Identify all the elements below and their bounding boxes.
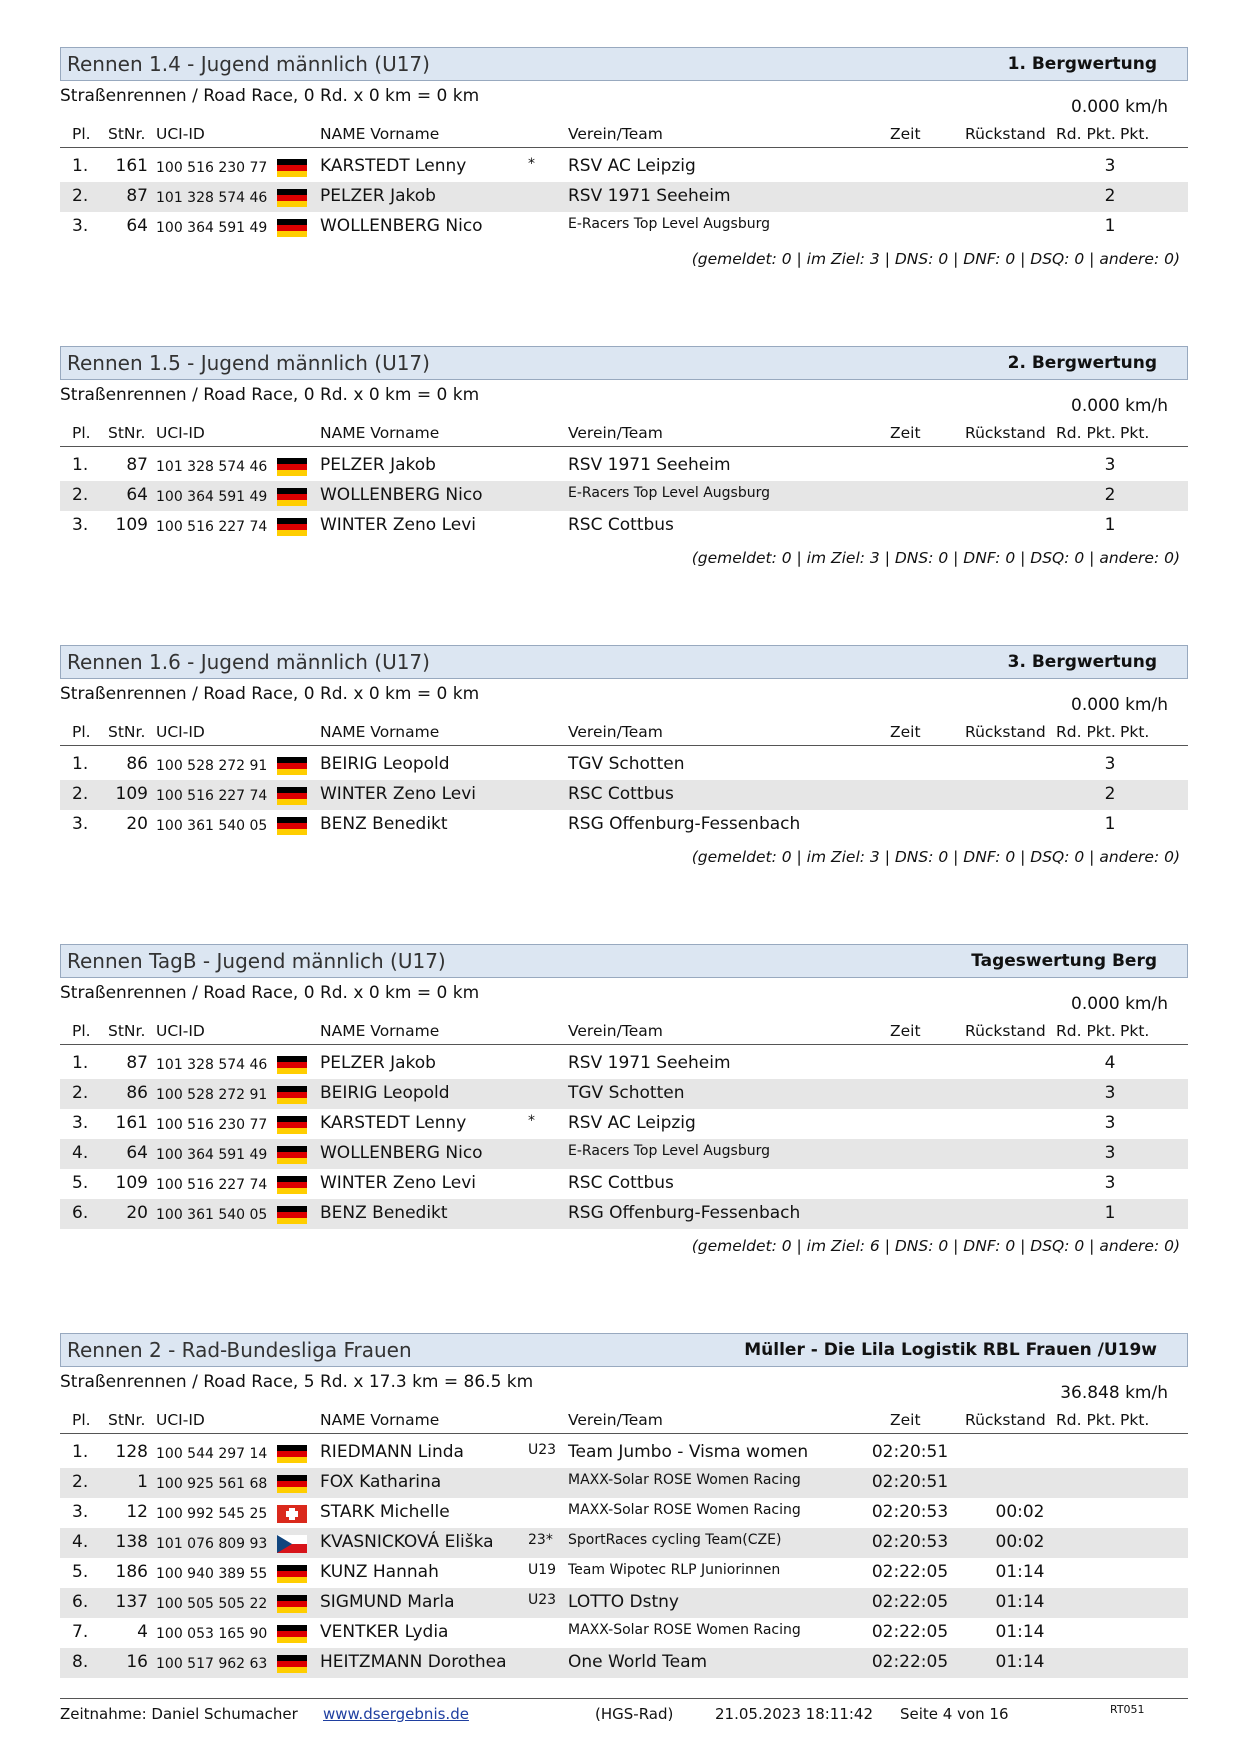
rider-name: WOLLENBERG Nico: [320, 216, 483, 236]
rank: 2.: [72, 1472, 89, 1492]
col-rueckstand: Rückstand: [965, 1022, 1046, 1040]
col-rueckstand: Rückstand: [965, 125, 1046, 143]
finish-time: 02:20:51: [871, 1472, 949, 1492]
finish-time: 02:22:05: [871, 1562, 949, 1582]
start-number: 161: [115, 1113, 148, 1133]
flag-de-icon: [277, 488, 307, 506]
col-uci: UCI-ID: [156, 424, 205, 442]
column-header: [60, 121, 1188, 148]
table-row: [60, 1169, 1188, 1199]
start-number: 138: [115, 1532, 148, 1552]
start-number: 20: [126, 1203, 148, 1223]
uci-id: 100 364 591 49: [156, 1147, 268, 1163]
rank: 3.: [72, 814, 89, 834]
race-summary: (gemeldet: 0 | im Ziel: 6 | DNS: 0 | DNF: 0 | DSQ: 0 | andere: 0): [691, 1237, 1180, 1255]
start-number: 87: [126, 1053, 148, 1073]
page-footer: [60, 1698, 1188, 1729]
uci-id: 100 992 545 25: [156, 1506, 268, 1522]
race-title: Rennen 1.5 - Jugend männlich (U17): [67, 351, 430, 375]
race-description: Straßenrennen / Road Race, 0 Rd. x 0 km = 0 km: [60, 684, 480, 704]
start-number: 128: [115, 1442, 148, 1462]
team-name: RSC Cottbus: [568, 1173, 674, 1193]
uci-id: 100 364 591 49: [156, 220, 268, 236]
team-name: RSC Cottbus: [568, 515, 674, 535]
flag-de-icon: [277, 518, 307, 536]
uci-id: 100 361 540 05: [156, 1207, 268, 1223]
table-row: [60, 511, 1188, 541]
points: 1: [1104, 515, 1116, 535]
team-name: TGV Schotten: [568, 1083, 685, 1103]
results-table: [60, 1438, 1188, 1678]
table-row: [60, 780, 1188, 810]
race-speed: 0.000 km/h: [1071, 97, 1168, 117]
uci-id: 100 505 505 22: [156, 1596, 268, 1612]
rider-name: WOLLENBERG Nico: [320, 1143, 483, 1163]
uci-id: 101 328 574 46: [156, 1057, 268, 1073]
rider-name: KARSTEDT Lenny: [320, 1113, 467, 1133]
column-header: [60, 1018, 1188, 1045]
race-section: [60, 944, 1188, 1255]
start-number: 86: [126, 1083, 148, 1103]
time-gap: 00:02: [995, 1502, 1045, 1522]
page-number: Seite 4 von 16: [900, 1705, 1009, 1723]
table-row: [60, 451, 1188, 481]
race-section: [60, 645, 1188, 866]
start-number: 64: [126, 485, 148, 505]
time-gap: 00:02: [995, 1532, 1045, 1552]
col-rd-pkt: Rd. Pkt.: [1056, 125, 1116, 143]
table-row: [60, 750, 1188, 780]
race-speed: 0.000 km/h: [1071, 396, 1168, 416]
team-name: One World Team: [568, 1652, 708, 1672]
race-header: [60, 346, 1188, 380]
rank: 3.: [72, 216, 89, 236]
rider-name: FOX Katharina: [320, 1472, 442, 1492]
race-classification: 3. Bergwertung: [1007, 652, 1157, 672]
team-name: MAXX-Solar ROSE Women Racing: [568, 1502, 801, 1518]
race-description: Straßenrennen / Road Race, 0 Rd. x 0 km = 0 km: [60, 385, 480, 405]
table-row: [60, 1438, 1188, 1468]
uci-id: 100 516 230 77: [156, 160, 268, 176]
points: 3: [1104, 1173, 1116, 1193]
flag-de-icon: [277, 1176, 307, 1194]
category-mark: U23: [528, 1442, 557, 1458]
race-summary: (gemeldet: 0 | im Ziel: 3 | DNS: 0 | DNF: 0 | DSQ: 0 | andere: 0): [691, 250, 1180, 268]
rank: 6.: [72, 1203, 89, 1223]
race-classification: Müller - Die Lila Logistik RBL Frauen /U19w: [744, 1340, 1157, 1360]
flag-de-icon: [277, 1595, 307, 1613]
col-pkt: Pkt.: [1120, 1411, 1150, 1429]
points: 3: [1104, 754, 1116, 774]
team-name: RSC Cottbus: [568, 784, 674, 804]
start-number: 1: [137, 1472, 148, 1492]
race-header: [60, 944, 1188, 978]
table-row: [60, 481, 1188, 511]
col-rd-pkt: Rd. Pkt.: [1056, 1411, 1116, 1429]
rank: 2.: [72, 485, 89, 505]
table-row: [60, 1648, 1188, 1678]
rank: 8.: [72, 1652, 89, 1672]
start-number: 16: [126, 1652, 148, 1672]
team-name: RSV AC Leipzig: [568, 156, 696, 176]
flag-de-icon: [277, 458, 307, 476]
race-header: [60, 1333, 1188, 1367]
uci-id: 100 516 227 74: [156, 1177, 268, 1193]
rank: 3.: [72, 1113, 89, 1133]
start-number: 161: [115, 156, 148, 176]
col-stnr: StNr.: [108, 1411, 146, 1429]
uci-id: 100 516 227 74: [156, 519, 268, 535]
race-header: [60, 645, 1188, 679]
category-mark: 23*: [528, 1532, 553, 1548]
table-row: [60, 182, 1188, 212]
flag-de-icon: [277, 1565, 307, 1583]
column-header: [60, 420, 1188, 447]
col-stnr: StNr.: [108, 1022, 146, 1040]
rider-name: BENZ Benedikt: [320, 814, 448, 834]
uci-id: 101 328 574 46: [156, 459, 268, 475]
start-number: 186: [115, 1562, 148, 1582]
race-title: Rennen 1.4 - Jugend männlich (U17): [67, 52, 430, 76]
team-name: MAXX-Solar ROSE Women Racing: [568, 1622, 801, 1638]
team-name: E-Racers Top Level Augsburg: [568, 485, 770, 501]
table-row: [60, 1528, 1188, 1558]
rank: 2.: [72, 186, 89, 206]
points: 3: [1104, 1083, 1116, 1103]
points: 3: [1104, 1113, 1116, 1133]
start-number: 4: [137, 1622, 148, 1642]
race-description: Straßenrennen / Road Race, 5 Rd. x 17.3 km = 86.5 km: [60, 1372, 534, 1392]
start-number: 20: [126, 814, 148, 834]
race-header: [60, 47, 1188, 81]
col-zeit: Zeit: [890, 1022, 921, 1040]
rank: 1.: [72, 455, 89, 475]
table-row: [60, 1498, 1188, 1528]
table-row: [60, 152, 1188, 182]
rider-name: BENZ Benedikt: [320, 1203, 448, 1223]
team-name: SportRaces cycling Team(CZE): [568, 1532, 782, 1548]
race-classification: 1. Bergwertung: [1007, 54, 1157, 74]
rider-name: WOLLENBERG Nico: [320, 485, 483, 505]
start-number: 64: [126, 216, 148, 236]
col-zeit: Zeit: [890, 723, 921, 741]
col-rueckstand: Rückstand: [965, 1411, 1046, 1429]
col-uci: UCI-ID: [156, 723, 205, 741]
flag-cz-icon: [277, 1535, 307, 1553]
start-number: 109: [115, 784, 148, 804]
col-pl: Pl.: [72, 125, 91, 143]
points: 4: [1104, 1053, 1116, 1073]
points: 3: [1104, 455, 1116, 475]
team-name: TGV Schotten: [568, 754, 685, 774]
col-pkt: Pkt.: [1120, 125, 1150, 143]
race-section: [60, 47, 1188, 268]
team-name: LOTTO Dstny: [568, 1592, 679, 1612]
rider-name: KUNZ Hannah: [320, 1562, 439, 1582]
start-number: 87: [126, 455, 148, 475]
points: 2: [1104, 186, 1116, 206]
flag-de-icon: [277, 1655, 307, 1673]
rank: 1.: [72, 156, 89, 176]
race-title: Rennen TagB - Jugend männlich (U17): [67, 949, 446, 973]
rank: 7.: [72, 1622, 89, 1642]
race-info: [60, 380, 1188, 420]
table-row: [60, 1109, 1188, 1139]
rider-name: PELZER Jakob: [320, 1053, 436, 1073]
points: 3: [1104, 1143, 1116, 1163]
col-zeit: Zeit: [890, 125, 921, 143]
col-name: NAME Vorname: [320, 723, 440, 741]
flag-de-icon: [277, 1116, 307, 1134]
category-mark: *: [528, 156, 535, 172]
points: 1: [1104, 814, 1116, 834]
start-number: 137: [115, 1592, 148, 1612]
race-description: Straßenrennen / Road Race, 0 Rd. x 0 km = 0 km: [60, 983, 480, 1003]
time-gap: 01:14: [995, 1562, 1045, 1582]
col-stnr: StNr.: [108, 723, 146, 741]
start-number: 87: [126, 186, 148, 206]
start-number: 64: [126, 1143, 148, 1163]
col-pl: Pl.: [72, 1411, 91, 1429]
flag-de-icon: [277, 1086, 307, 1104]
rank: 3.: [72, 1502, 89, 1522]
flag-de-icon: [277, 159, 307, 177]
print-datetime: 21.05.2023 18:11:42: [715, 1705, 874, 1723]
flag-de-icon: [277, 757, 307, 775]
rider-name: STARK Michelle: [320, 1502, 450, 1522]
uci-id: 100 053 165 90: [156, 1626, 268, 1642]
flag-de-icon: [277, 1475, 307, 1493]
col-stnr: StNr.: [108, 424, 146, 442]
table-row: [60, 1199, 1188, 1229]
team-name: RSV AC Leipzig: [568, 1113, 696, 1133]
finish-time: 02:20:53: [871, 1532, 949, 1552]
rider-name: KARSTEDT Lenny: [320, 156, 467, 176]
rank: 4.: [72, 1532, 89, 1552]
report-code: RT051: [1110, 1703, 1145, 1716]
rider-name: BEIRIG Leopold: [320, 754, 450, 774]
uci-id: 100 517 962 63: [156, 1656, 268, 1672]
uci-id: 100 925 561 68: [156, 1476, 268, 1492]
rider-name: RIEDMANN Linda: [320, 1442, 464, 1462]
flag-de-icon: [277, 817, 307, 835]
col-team: Verein/Team: [568, 424, 663, 442]
uci-id: 100 516 227 74: [156, 788, 268, 804]
results-table: [60, 152, 1188, 242]
team-name: Team Wipotec RLP Juniorinnen: [568, 1562, 781, 1578]
uci-id: 100 528 272 91: [156, 1087, 268, 1103]
col-team: Verein/Team: [568, 723, 663, 741]
team-name: RSG Offenburg-Fessenbach: [568, 814, 801, 834]
rider-name: WINTER Zeno Levi: [320, 515, 476, 535]
col-name: NAME Vorname: [320, 424, 440, 442]
col-rd-pkt: Rd. Pkt.: [1056, 424, 1116, 442]
col-rd-pkt: Rd. Pkt.: [1056, 1022, 1116, 1040]
race-speed: 0.000 km/h: [1071, 695, 1168, 715]
col-rd-pkt: Rd. Pkt.: [1056, 723, 1116, 741]
start-number: 109: [115, 515, 148, 535]
team-name: RSV 1971 Seeheim: [568, 186, 731, 206]
category-mark: U19: [528, 1562, 557, 1578]
uci-id: 100 940 389 55: [156, 1566, 268, 1582]
col-pkt: Pkt.: [1120, 1022, 1150, 1040]
col-rueckstand: Rückstand: [965, 424, 1046, 442]
col-team: Verein/Team: [568, 1022, 663, 1040]
uci-id: 101 328 574 46: [156, 190, 268, 206]
rider-name: SIGMUND Marla: [320, 1592, 455, 1612]
rank: 2.: [72, 1083, 89, 1103]
rank: 6.: [72, 1592, 89, 1612]
team-name: RSG Offenburg-Fessenbach: [568, 1203, 801, 1223]
race-section: [60, 1333, 1188, 1678]
rank: 3.: [72, 515, 89, 535]
col-uci: UCI-ID: [156, 1022, 205, 1040]
race-classification: 2. Bergwertung: [1007, 353, 1157, 373]
rank: 4.: [72, 1143, 89, 1163]
uci-id: 100 361 540 05: [156, 818, 268, 834]
race-description: Straßenrennen / Road Race, 0 Rd. x 0 km = 0 km: [60, 86, 480, 106]
category-mark: *: [528, 1113, 535, 1129]
rider-name: PELZER Jakob: [320, 455, 436, 475]
race-info: [60, 978, 1188, 1018]
col-name: NAME Vorname: [320, 125, 440, 143]
uci-id: 100 544 297 14: [156, 1446, 268, 1462]
race-section: [60, 346, 1188, 567]
rider-name: BEIRIG Leopold: [320, 1083, 450, 1103]
team-name: MAXX-Solar ROSE Women Racing: [568, 1472, 801, 1488]
flag-de-icon: [277, 1625, 307, 1643]
table-row: [60, 1618, 1188, 1648]
race-speed: 36.848 km/h: [1060, 1383, 1168, 1403]
start-number: 12: [126, 1502, 148, 1522]
race-info: [60, 1367, 1188, 1407]
col-name: NAME Vorname: [320, 1022, 440, 1040]
team-name: E-Racers Top Level Augsburg: [568, 216, 770, 232]
race-title: Rennen 2 - Rad-Bundesliga Frauen: [67, 1338, 412, 1362]
col-uci: UCI-ID: [156, 1411, 205, 1429]
rider-name: WINTER Zeno Levi: [320, 1173, 476, 1193]
software-label: (HGS-Rad): [595, 1705, 674, 1723]
table-row: [60, 1049, 1188, 1079]
rank: 5.: [72, 1562, 89, 1582]
finish-time: 02:22:05: [871, 1592, 949, 1612]
flag-de-icon: [277, 787, 307, 805]
col-zeit: Zeit: [890, 1411, 921, 1429]
col-team: Verein/Team: [568, 1411, 663, 1429]
start-number: 86: [126, 754, 148, 774]
rider-name: VENTKER Lydia: [320, 1622, 449, 1642]
flag-de-icon: [277, 219, 307, 237]
col-pkt: Pkt.: [1120, 424, 1150, 442]
col-stnr: StNr.: [108, 125, 146, 143]
points: 2: [1104, 784, 1116, 804]
finish-time: 02:22:05: [871, 1652, 949, 1672]
finish-time: 02:22:05: [871, 1622, 949, 1642]
start-number: 109: [115, 1173, 148, 1193]
race-summary: (gemeldet: 0 | im Ziel: 3 | DNS: 0 | DNF: 0 | DSQ: 0 | andere: 0): [691, 848, 1180, 866]
table-row: [60, 1468, 1188, 1498]
rank: 1.: [72, 1053, 89, 1073]
col-pl: Pl.: [72, 723, 91, 741]
finish-time: 02:20:51: [871, 1442, 949, 1462]
timing-credit: Zeitnahme: Daniel Schumacher: [60, 1705, 298, 1723]
table-row: [60, 1139, 1188, 1169]
table-row: [60, 810, 1188, 840]
col-pkt: Pkt.: [1120, 723, 1150, 741]
time-gap: 01:14: [995, 1652, 1045, 1672]
rank: 1.: [72, 1442, 89, 1462]
race-info: [60, 81, 1188, 121]
col-rueckstand: Rückstand: [965, 723, 1046, 741]
points: 1: [1104, 216, 1116, 236]
team-name: RSV 1971 Seeheim: [568, 455, 731, 475]
results-table: [60, 750, 1188, 840]
uci-id: 100 364 591 49: [156, 489, 268, 505]
column-header: [60, 1407, 1188, 1434]
uci-id: 101 076 809 93: [156, 1536, 268, 1552]
points: 1: [1104, 1203, 1116, 1223]
table-row: [60, 1558, 1188, 1588]
points: 2: [1104, 485, 1116, 505]
results-table: [60, 1049, 1188, 1229]
team-name: RSV 1971 Seeheim: [568, 1053, 731, 1073]
col-name: NAME Vorname: [320, 1411, 440, 1429]
flag-de-icon: [277, 1206, 307, 1224]
table-row: [60, 1079, 1188, 1109]
rank: 2.: [72, 784, 89, 804]
table-row: [60, 212, 1188, 242]
team-name: Team Jumbo - Visma women: [568, 1442, 809, 1462]
col-zeit: Zeit: [890, 424, 921, 442]
flag-de-icon: [277, 1056, 307, 1074]
rider-name: KVASNICKOVÁ Eliška: [320, 1532, 494, 1552]
race-title: Rennen 1.6 - Jugend männlich (U17): [67, 650, 430, 674]
team-name: E-Racers Top Level Augsburg: [568, 1143, 770, 1159]
category-mark: U23: [528, 1592, 557, 1608]
race-speed: 0.000 km/h: [1071, 994, 1168, 1014]
flag-de-icon: [277, 189, 307, 207]
points: 3: [1104, 156, 1116, 176]
website-link[interactable]: www.dsergebnis.de: [323, 1705, 469, 1723]
col-pl: Pl.: [72, 424, 91, 442]
uci-id: 100 516 230 77: [156, 1117, 268, 1133]
results-table: [60, 451, 1188, 541]
time-gap: 01:14: [995, 1592, 1045, 1612]
uci-id: 100 528 272 91: [156, 758, 268, 774]
rider-name: HEITZMANN Dorothea: [320, 1652, 507, 1672]
race-classification: Tageswertung Berg: [971, 951, 1157, 971]
flag-de-icon: [277, 1146, 307, 1164]
flag-ch-icon: [277, 1505, 307, 1523]
rank: 5.: [72, 1173, 89, 1193]
col-uci: UCI-ID: [156, 125, 205, 143]
col-team: Verein/Team: [568, 125, 663, 143]
race-summary: (gemeldet: 0 | im Ziel: 3 | DNS: 0 | DNF: 0 | DSQ: 0 | andere: 0): [691, 549, 1180, 567]
table-row: [60, 1588, 1188, 1618]
race-info: [60, 679, 1188, 719]
column-header: [60, 719, 1188, 746]
flag-de-icon: [277, 1445, 307, 1463]
rider-name: PELZER Jakob: [320, 186, 436, 206]
col-pl: Pl.: [72, 1022, 91, 1040]
rider-name: WINTER Zeno Levi: [320, 784, 476, 804]
rank: 1.: [72, 754, 89, 774]
finish-time: 02:20:53: [871, 1502, 949, 1522]
time-gap: 01:14: [995, 1622, 1045, 1642]
